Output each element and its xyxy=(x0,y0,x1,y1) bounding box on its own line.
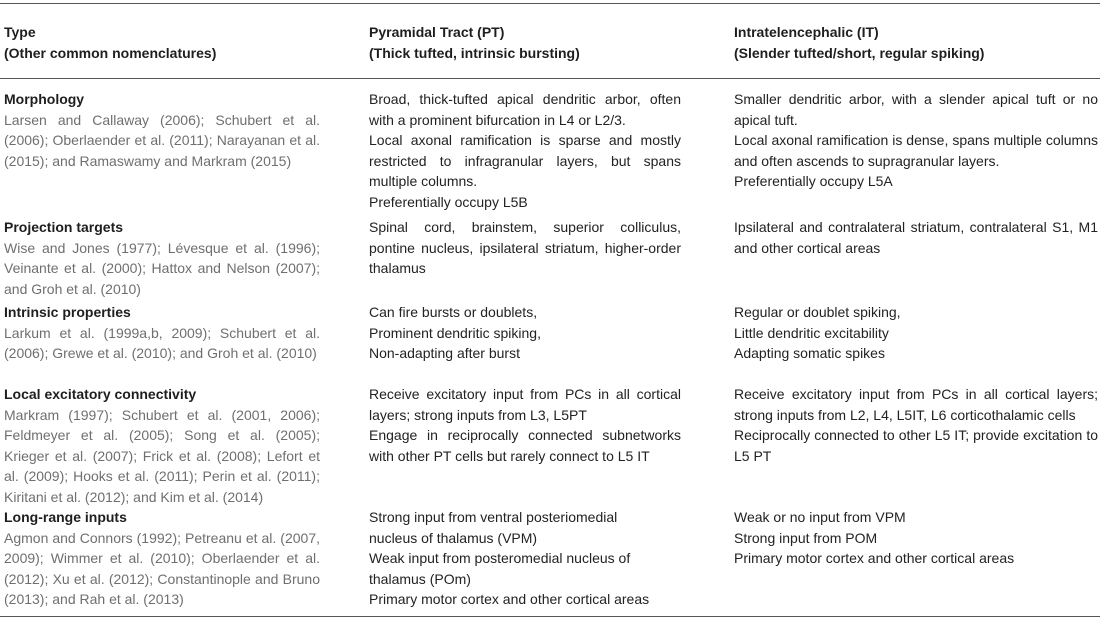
row-connectivity-pt xyxy=(369,384,681,466)
it-text: Ipsilateral and contralateral striatum, contralateral S1, M1 and other cortical areas xyxy=(734,219,1098,256)
header-it xyxy=(734,22,1098,63)
header-it-title: Intratelencephalic (IT) xyxy=(734,24,879,40)
row-references: Wise and Jones (1977); Lévesque et al. (1996); Veinante et al. (2000); Hattox and Nelson (2007); and Groh et al. (2010) xyxy=(4,239,320,297)
header-type-subtitle: (Other common nomenclatures) xyxy=(4,44,217,61)
row-references: Larsen and Callaway (2006); Schubert et al. (2006); Oberlaender et al. (2011); Narayanan et al. (2015); and Ramaswamy and Markram (2015) xyxy=(4,111,320,169)
header-type xyxy=(4,22,320,63)
row-connectivity-it xyxy=(734,384,1098,466)
row-title: Morphology xyxy=(4,91,85,107)
it-text: Receive excitatory input from PCs in all cortical layers; strong inputs from L2, L4, L5IT, L6 corticothalamic cells xyxy=(734,386,1098,423)
table-bottom-rule xyxy=(0,616,1100,617)
it-text: Adapting somatic spikes xyxy=(734,345,885,361)
row-title: Long-range inputs xyxy=(4,509,127,525)
it-text: Preferentially occupy L5A xyxy=(734,173,893,189)
it-text: Reciprocally connected to other L5 IT; provide excitation to L5 PT xyxy=(734,427,1098,464)
header-it-subtitle: (Slender tufted/short, regular spiking) xyxy=(734,44,985,61)
table-top-rule xyxy=(0,3,1100,4)
pt-text: Weak input from posteromedial nucleus of thalamus (POm) xyxy=(369,550,631,587)
pt-text: Preferentially occupy L5B xyxy=(369,193,528,210)
row-morphology-type xyxy=(4,89,320,171)
row-projection-pt xyxy=(369,217,681,279)
pt-text: Local axonal ramification is sparse and mostly restricted to infragranular layers, but spans multiple columns. xyxy=(369,132,681,189)
header-pt-subtitle: (Thick tufted, intrinsic bursting) xyxy=(369,44,580,61)
header-type-title: Type xyxy=(4,24,36,40)
row-longrange-pt xyxy=(369,507,669,610)
row-connectivity-type xyxy=(4,384,320,507)
it-text: Regular or doublet spiking, xyxy=(734,304,901,320)
header-pt-title: Pyramidal Tract (PT) xyxy=(369,24,505,40)
it-text: Strong input from POM xyxy=(734,529,878,546)
row-projection-type xyxy=(4,217,320,299)
row-intrinsic-pt xyxy=(369,302,681,364)
pt-text: Non-adapting after burst xyxy=(369,345,520,361)
row-intrinsic-it xyxy=(734,302,1098,364)
row-longrange-type xyxy=(4,507,320,610)
pt-text: Prominent dendritic spiking, xyxy=(369,324,541,341)
row-references: Markram (1997); Schubert et al. (2001, 2006); Feldmeyer et al. (2005); Song et al. (2005); Krieger et al. (2007); Frick et al. (2008); Lefort et al. (2009); Hooks et al. (2011); Perin et al. (2011); Kiritani et al. (2012); and Kim et al. (2014) xyxy=(4,406,320,505)
pt-text: Primary motor cortex and other cortical areas xyxy=(369,591,650,607)
row-intrinsic-type xyxy=(4,302,320,364)
row-title: Projection targets xyxy=(4,219,124,235)
row-morphology-it xyxy=(734,89,1098,192)
row-morphology-pt xyxy=(369,89,681,212)
row-title: Local excitatory connectivity xyxy=(4,386,197,402)
row-longrange-it xyxy=(734,507,1098,569)
row-references: Agmon and Connors (1992); Petreanu et al. (2007, 2009); Wimmer et al. (2010); Oberlaender et al. (2012); Xu et al. (2012); Constantinople and Bruno (2013); and Rah et al. (2013) xyxy=(4,529,320,607)
table-header-rule xyxy=(0,78,1100,79)
it-text: Little dendritic excitability xyxy=(734,324,889,341)
header-pt xyxy=(369,22,681,63)
it-text: Smaller dendritic arbor, with a slender apical tuft or no apical tuft. xyxy=(734,91,1098,128)
it-text: Primary motor cortex and other cortical areas xyxy=(734,550,1015,566)
pt-text: Engage in reciprocally connected subnetworks with other PT cells but rarely connect to L5 IT xyxy=(369,427,681,464)
pt-text: Strong input from ventral posteriomedial nucleus of thalamus (VPM) xyxy=(369,509,618,546)
it-text: Weak or no input from VPM xyxy=(734,509,906,525)
pt-text: Broad, thick-tufted apical dendritic arbor, often with a prominent bifurcation in L4 or L2/3. xyxy=(369,91,681,128)
it-text: Local axonal ramification is dense, spans multiple columns and often ascends to supragranular layers. xyxy=(734,132,1098,169)
row-title: Intrinsic properties xyxy=(4,304,131,320)
pt-text: Receive excitatory input from PCs in all cortical layers; strong inputs from L3, L5PT xyxy=(369,386,681,423)
pt-text: Can fire bursts or doublets, xyxy=(369,304,538,320)
row-references: Larkum et al. (1999a,b, 2009); Schubert et al. (2006); Grewe et al. (2010); and Groh et al. (2010) xyxy=(4,324,320,361)
row-projection-it xyxy=(734,217,1098,258)
pt-text: Spinal cord, brainstem, superior colliculus, pontine nucleus, ipsilateral striatum, higher-order thalamus xyxy=(369,219,681,276)
